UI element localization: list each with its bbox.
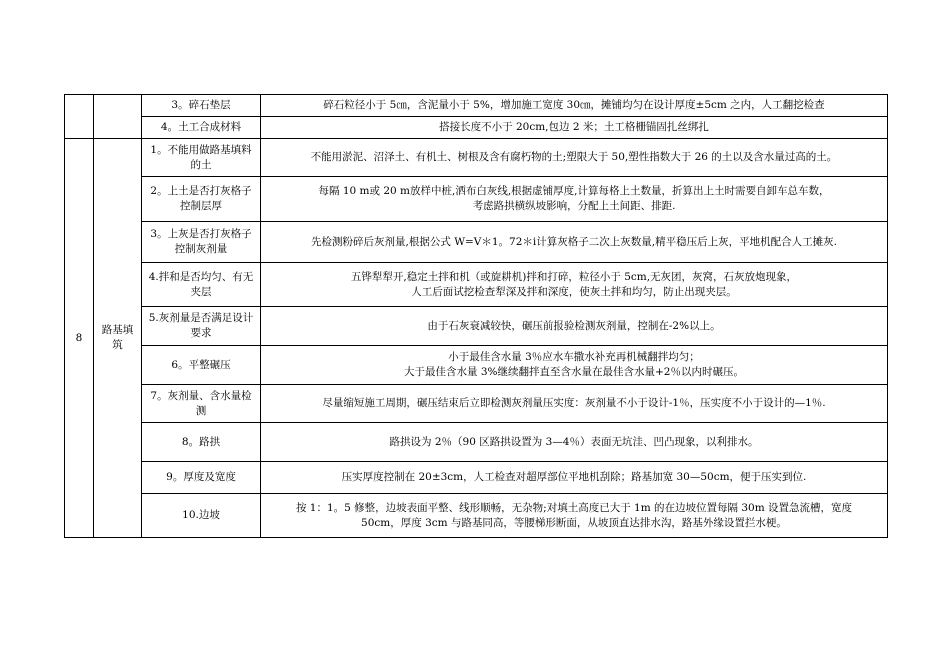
section-number-cell [65,139,94,538]
item-name: 1。不能用做路基填料的土 [150,143,252,171]
empty-number-cell [65,95,94,139]
requirement-cell [261,139,888,177]
table-row [65,307,888,346]
table-row [65,95,888,117]
table-row [65,494,888,538]
item-cell [142,263,261,307]
requirement-line: 路拱设为 2％（90 区路拱设置为 3—4％）表面无坑洼、凹凸现象，以利排水。 [389,435,759,448]
section-title-cell [94,139,142,538]
item-cell [142,423,261,462]
item-name: 6。平整碾压 [171,358,231,371]
table-row [65,346,888,385]
requirement-cell [261,222,888,263]
requirement-line: 按 1：1。5 修整，边坡表面平整、线形顺畅，无杂物;对填土高度已大于 1m 的在边坡位置每隔 30m 设置急流槽，宽度 [295,501,853,514]
requirement-cell [261,307,888,346]
requirement-line: 50cm，厚度 3cm 与路基同高，等腰梯形断面，从坡顶直达排水沟，路基外缘设置拦水梗。 [361,516,787,529]
table-row [65,263,888,307]
item-cell [142,117,261,139]
item-name: 10.边坡 [182,509,220,521]
requirement-line: 先检测粉碎后灰剂量,根据公式 W=V＊1。72＊ⅰ计算灰格子二次上灰数量,精平稳压后上灰，平地机配合人工摊灰. [311,235,837,248]
table-row [65,385,888,423]
table-row [65,462,888,494]
item-name: 5.灰剂量是否满足设计要求 [148,312,254,339]
item-name: 3。碎石垫层 [171,99,231,111]
requirement-cell [261,423,888,462]
requirement-cell [261,385,888,423]
item-cell [142,222,261,263]
table-row [65,423,888,462]
requirement-line: 考虑路拱横纵坡影响，分配上土间距、排距. [472,200,676,212]
requirement-text: 碎石粒径小于 5㎝，含泥量小于 5%，增加施工宽度 30㎝，摊铺均匀在设计厚度±5cm 之内，人工翻挖检查 [323,99,825,111]
item-cell [142,307,261,346]
item-cell [142,139,261,177]
item-name: 8。路拱 [181,435,221,448]
requirement-cell [261,177,888,222]
item-cell [142,346,261,385]
requirement-line: 由于石灰衰减较快，碾压前报验检测灰剂量，控制在-2%以上。 [427,319,721,332]
requirement-cell [261,462,888,494]
section-number: 8 [75,331,83,344]
table-row [65,139,888,177]
item-name: 7。灰剂量、含水量检测 [150,389,252,417]
requirement-line: 不能用淤泥、沼泽土、有机土、树根及含有腐朽物的土;塑限大于 50,塑性指数大于 26 的土以及含水量过高的土。 [310,151,838,163]
table-row [65,177,888,222]
requirement-cell [261,263,888,307]
requirement-line: 大于最佳含水量 3%继续翻拌直至含水量在最佳含水量+2％以内时碾压。 [404,366,744,378]
requirement-line: 尽量缩短施工周期，碾压结束后立即检测灰剂量压实度：灰剂量不小于设计-1％，压实度不小于设计的—1％. [322,397,826,409]
empty-category-cell [94,95,142,139]
requirement-cell [261,346,888,385]
table-row [65,117,888,139]
requirement-cell [261,95,888,117]
requirement-line: 人工后面试挖检查犁深及拌和深度，使灰土拌和均匀，防止出现夹层。 [411,285,737,298]
item-cell [142,494,261,538]
requirement-line: 五铧犁犁开,稳定土拌和机（或旋耕机)拌和打碎，粒径小于 5cm,无灰团，灰窝，石灰放炮现象， [350,270,798,283]
item-cell [142,95,261,117]
requirement-cell [261,117,888,139]
requirement-line: 压实厚度控制在 20±3cm，人工检查对超厚部位平地机刮除；路基加宽 30—50cm，便于压实到位. [341,471,807,483]
item-name: 3。上灰是否打灰格子控制灰剂量 [150,228,252,255]
section-title: 路基填筑 [101,324,134,351]
item-name: 4.拌和是否均匀、有无夹层 [148,270,254,298]
item-name: 2。上土是否打灰格子控制层厚 [150,185,252,212]
requirement-text: 搭接长度不小于 20cm,包边 2 米；土工格栅锚固扎丝绑扎 [439,121,709,133]
item-name: 9。厚度及宽度 [166,471,236,483]
item-name: 4。土工合成材料 [160,121,242,133]
item-cell [142,385,261,423]
construction-spec-table [64,94,888,538]
table-row [65,222,888,263]
requirement-cell [261,494,888,538]
requirement-line: 小于最佳含水量 3％应水车撒水补充再机械翻拌均匀； [448,351,700,363]
item-cell [142,177,261,222]
item-cell [142,462,261,494]
requirement-line: 每隔 10 m或 20 m放样中桩,洒布白灰线,根据虚铺厚度,计算每格上土数量，折算出上土时需要自卸车总车数， [318,185,830,197]
